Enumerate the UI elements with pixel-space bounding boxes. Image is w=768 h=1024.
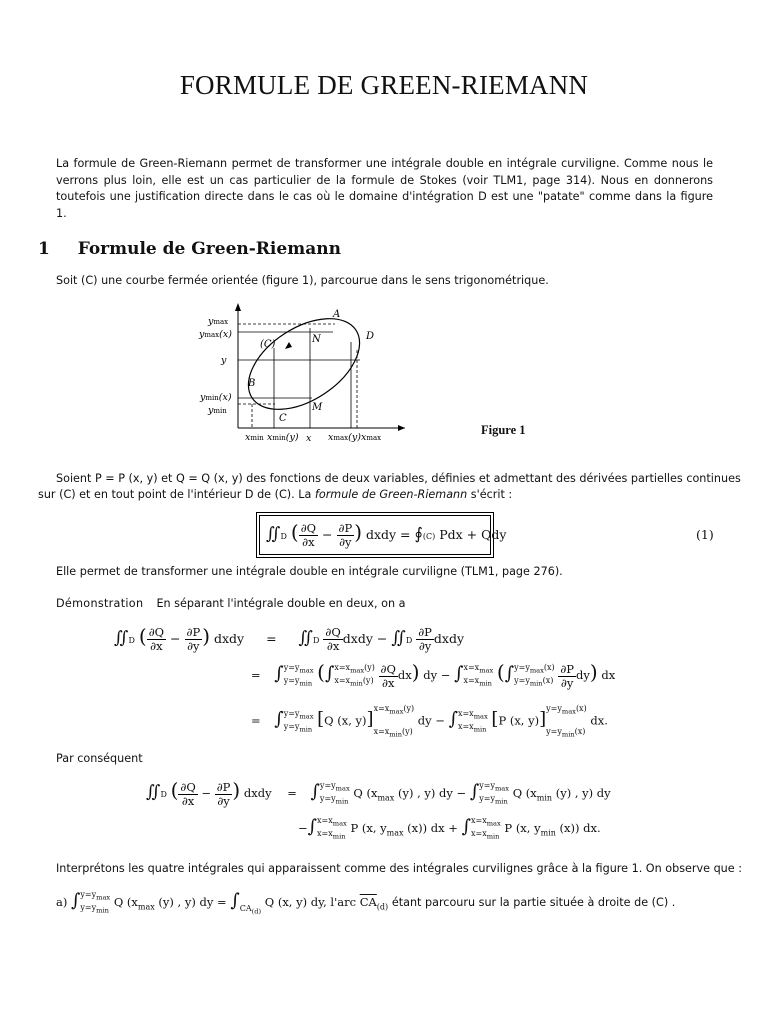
curve-c: [232, 300, 375, 428]
label-point-n: N: [312, 334, 321, 345]
document-title: FORMULE DE GREEN-RIEMANN: [179, 70, 589, 100]
figure-1-diagram: [190, 300, 420, 448]
section-heading: [38, 239, 341, 259]
main-equation-box: [256, 512, 507, 558]
label-xmin-y: xmin(y): [267, 432, 299, 443]
label-xmin: xmin: [245, 432, 264, 443]
label-ymax-x: ymax(x): [199, 329, 232, 340]
demo-line-3: = $\int y=y_{max}$ $y=y_{min}$ [Q (x, $y)]x=x_{max}(y)$ $x=x_{min}(y)$ dy − $\int x=x_{max}$ $x=x_{min}$ [P (x, $y)]y=y_{max}(x)$ $y=y_{min}(x)$ dx.: [251, 704, 608, 739]
functions-definition-line1: Soient P = P (x, y) et Q = Q (x, y) des fonctions de deux variables, définies et admettant des dérivées partielles continues: [56, 472, 741, 485]
label-xmax: xmax: [361, 432, 382, 443]
label-ymin: ymin: [208, 405, 227, 416]
orientation-arrow: [285, 342, 292, 349]
item-a-label: a): [56, 895, 68, 909]
label-x: x: [306, 433, 312, 444]
label-point-b: B: [248, 378, 256, 389]
demonstration-intro: [56, 597, 405, 610]
equation-number: (1): [696, 527, 714, 542]
curve-definition-text: Soit (C) une courbe fermée orientée (figure 1), parcourue dans le sens trigonométrique.: [56, 274, 549, 287]
conseq-line-2: $-\int x=x_{max}$ $x=x_{min}$ P (x, $y_{max}$ (x)) dx + $\int x=x_{max}$ $x=x_{min}$ P (x, $y_{min}$ (x)) dx.: [298, 816, 601, 841]
figure-caption: Figure 1: [481, 423, 526, 437]
frac-dp-dy: $\frac{\partial P}{\partial y}$: [338, 521, 353, 549]
demonstration-text: En séparant l'intégrale double en deux, on a: [156, 597, 406, 610]
y-axis-arrow: [235, 303, 241, 311]
label-point-a: A: [333, 309, 341, 320]
formula-name: formule de Green-Riemann: [314, 488, 468, 501]
functions-definition-line2: [38, 488, 512, 501]
item-a-text: étant parcouru sur la partie située à droite de (C) .: [391, 896, 676, 909]
conseq-line-1: ∬D ( $\frac{\partial Q}{\partial x}$ − $\frac{\partial P}{\partial y}$ ) dxdy = $\int y=y_{max}$ $y=y_{min}$ Q ($x_{max}$ (y) , y) dy − $\int y=y_{max}$ $y=y_{min}$ Q ($x_{min}$ (y) , y) dy: [146, 778, 611, 808]
frac-dq-dx: $\frac{\partial Q}{\partial x}$: [300, 521, 317, 549]
label-point-d: D: [366, 331, 375, 342]
therefore-label: Par conséquent: [56, 752, 143, 765]
label-y: y: [221, 355, 227, 366]
label-ymax: ymax: [208, 316, 229, 327]
label-ymin-x: ymin(x): [200, 392, 232, 403]
section-number: 1: [38, 239, 50, 259]
demo-line-2: = $\int y=y_{max}$ $y=y_{min}$ ($\int x=x_{max}(y)$ $x=x_{min}(y)$ $\frac{\partial Q}{\partial x}$ dx) dy − $\int x=x_{max}$ $x=x_{min}$ ($\int y=y_{max}(x)$ $y=y_{min}(x)$ $\frac{\partial P}{\partial y}$ dy) dx: [251, 660, 616, 690]
functions-definition-text: sur (C) et en tout point de l'intérieur D de (C). La: [38, 488, 315, 501]
item-a: a) $\int y=y_{max}$ $y=y_{min}$ Q ($x_{max}$ (y) , y) dy = $\int CA_{(d)}$ Q (x, y) dy, l'arc $\overline{CA}_{(d)}$ étant parcouru sur la partie située à droite de (C) .: [56, 890, 676, 916]
label-point-m: M: [312, 402, 323, 413]
main-equation: ∬D ( $\frac{\partial Q}{\partial x}$ − $\frac{\partial P}{\partial y}$ ) dxdy = ∮(C) Pdx + Qdy: [266, 520, 507, 549]
functions-definition-tail: s'écrit :: [467, 488, 513, 501]
label-xmax-y: xmax(y): [328, 432, 361, 443]
main-equation-inner: [259, 515, 507, 555]
x-axis-arrow: [398, 425, 405, 431]
label-curve-c: (C): [260, 339, 276, 350]
transform-sentence: Elle permet de transformer une intégrale double en intégrale curviligne (TLM1, page 276).: [56, 565, 563, 578]
interpretation-sentence: Interprétons les quatre intégrales qui apparaissent comme des intégrales curvilignes grâce à la figure 1. On observe que :: [56, 862, 742, 875]
label-point-c: C: [279, 413, 287, 424]
section-title: Formule de Green-Riemann: [77, 239, 341, 259]
demo-line-1: ∬D ( $\frac{\partial Q}{\partial x}$ − $\frac{\partial P}{\partial y}$ ) dxdy = ∬D $\frac{\partial Q}{\partial x}$ dxdy − ∬D $\frac{\partial P}{\partial y}$ dxdy: [114, 624, 465, 653]
demonstration-label: Démonstration: [56, 597, 144, 610]
intro-paragraph: La formule de Green-Riemann permet de transformer une intégrale double en intégrale curviligne. Comme nous le verrons plus loin, elle est un cas particulier de la formule de Stokes (voir TLM1, page 314). Nous en donnerons toutefois une justification directe dans le cas où le domaine d'intégration D est une "patate" comme dans la figure 1.: [56, 157, 713, 220]
